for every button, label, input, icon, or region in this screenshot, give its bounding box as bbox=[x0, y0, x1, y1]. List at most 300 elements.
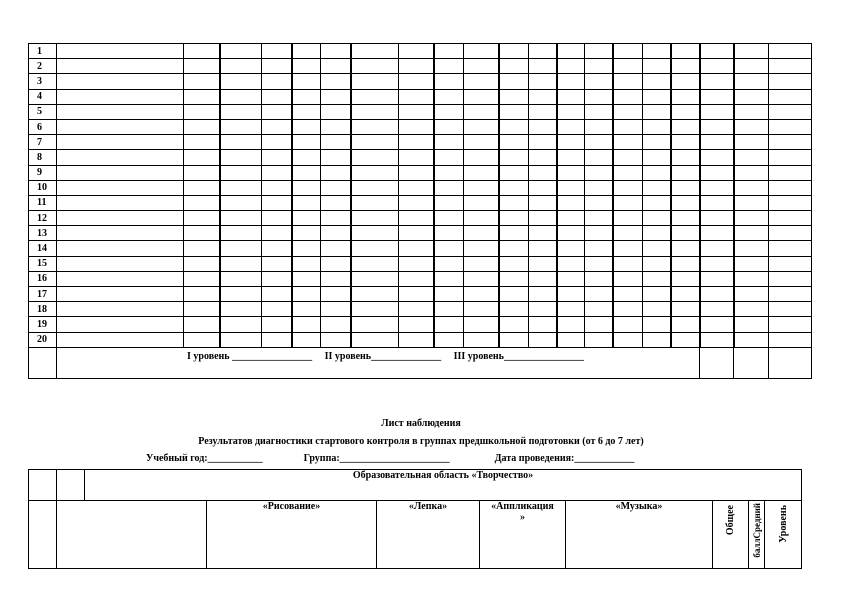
score-cell bbox=[464, 195, 499, 210]
score-cell bbox=[613, 287, 643, 302]
score-cell bbox=[769, 241, 812, 256]
score-cell bbox=[434, 44, 464, 59]
music-header: «Музыка» bbox=[566, 501, 713, 569]
score-cell bbox=[671, 302, 700, 317]
table-row bbox=[29, 119, 812, 134]
applique-label-line1: «Аппликация bbox=[491, 501, 554, 512]
score-cell bbox=[769, 226, 812, 241]
score-cell bbox=[643, 180, 671, 195]
blank-cell-b bbox=[57, 470, 85, 501]
score-cell bbox=[529, 104, 557, 119]
date-field: Дата проведения:____________ bbox=[494, 453, 635, 464]
score-cell bbox=[557, 165, 585, 180]
score-cell bbox=[700, 135, 734, 150]
score-cell bbox=[464, 165, 499, 180]
name-cell bbox=[57, 150, 184, 165]
score-cell bbox=[643, 89, 671, 104]
score-cell bbox=[321, 256, 351, 271]
score-cell bbox=[434, 211, 464, 226]
score-cell bbox=[292, 89, 321, 104]
score-cell bbox=[671, 332, 700, 347]
score-cell bbox=[399, 150, 434, 165]
score-cell bbox=[399, 59, 434, 74]
score-cell bbox=[220, 74, 262, 89]
score-cell bbox=[292, 74, 321, 89]
score-cell bbox=[262, 165, 292, 180]
score-cell bbox=[184, 44, 220, 59]
score-cell bbox=[585, 165, 613, 180]
score-cell bbox=[769, 150, 812, 165]
score-cell bbox=[700, 302, 734, 317]
score-cell bbox=[220, 241, 262, 256]
score-cell bbox=[700, 195, 734, 210]
score-cell bbox=[585, 332, 613, 347]
name-cell bbox=[57, 332, 184, 347]
score-cell bbox=[671, 241, 700, 256]
score-cell bbox=[351, 150, 399, 165]
score-cell bbox=[220, 44, 262, 59]
area-header: Образовательная область «Творчество» bbox=[85, 470, 802, 501]
score-cell bbox=[464, 44, 499, 59]
score-cell bbox=[529, 287, 557, 302]
score-cell bbox=[499, 195, 529, 210]
table-row bbox=[29, 165, 812, 180]
table-row bbox=[29, 135, 812, 150]
score-cell bbox=[499, 226, 529, 241]
score-cell bbox=[613, 271, 643, 286]
name-cell bbox=[57, 59, 184, 74]
name-cell bbox=[57, 104, 184, 119]
score-cell bbox=[671, 226, 700, 241]
score-cell bbox=[262, 44, 292, 59]
footer-num-cell bbox=[29, 347, 57, 378]
score-cell bbox=[220, 226, 262, 241]
score-cell bbox=[769, 74, 812, 89]
row-number: 11 bbox=[29, 195, 57, 210]
score-cell bbox=[184, 135, 220, 150]
score-cell bbox=[351, 287, 399, 302]
score-cell bbox=[464, 317, 499, 332]
score-cell bbox=[643, 317, 671, 332]
score-cell bbox=[769, 119, 812, 134]
num-col-header bbox=[29, 501, 57, 569]
score-cell bbox=[220, 150, 262, 165]
score-cell bbox=[643, 74, 671, 89]
row-number: 8 bbox=[29, 150, 57, 165]
name-cell bbox=[57, 89, 184, 104]
score-cell bbox=[671, 104, 700, 119]
score-cell bbox=[220, 165, 262, 180]
score-cell bbox=[434, 241, 464, 256]
levels-cell bbox=[57, 347, 700, 378]
score-cell bbox=[464, 241, 499, 256]
total-score-label: Общее bbox=[725, 505, 736, 536]
score-cell bbox=[529, 332, 557, 347]
score-cell bbox=[643, 302, 671, 317]
score-cell bbox=[184, 195, 220, 210]
score-cell bbox=[613, 74, 643, 89]
score-cell bbox=[499, 135, 529, 150]
score-cell bbox=[399, 104, 434, 119]
score-cell bbox=[585, 89, 613, 104]
score-cell bbox=[734, 226, 769, 241]
score-cell bbox=[399, 241, 434, 256]
score-cell bbox=[613, 256, 643, 271]
score-cell bbox=[262, 150, 292, 165]
score-cell bbox=[529, 44, 557, 59]
score-cell bbox=[700, 271, 734, 286]
score-cell bbox=[464, 302, 499, 317]
score-cell bbox=[769, 302, 812, 317]
score-cell bbox=[769, 317, 812, 332]
score-cell bbox=[585, 104, 613, 119]
score-cell bbox=[613, 59, 643, 74]
score-cell bbox=[292, 241, 321, 256]
score-cell bbox=[643, 241, 671, 256]
score-cell bbox=[557, 241, 585, 256]
score-cell bbox=[734, 256, 769, 271]
table-row bbox=[29, 195, 812, 210]
score-cell bbox=[671, 89, 700, 104]
score-cell bbox=[220, 135, 262, 150]
score-cell bbox=[351, 59, 399, 74]
name-cell bbox=[57, 241, 184, 256]
score-cell bbox=[399, 44, 434, 59]
score-cell bbox=[351, 271, 399, 286]
score-cell bbox=[613, 317, 643, 332]
results-title: Результатов диагностики стартового контроля в группах предшкольной подготовки (от 6 до 7 лет) bbox=[198, 436, 644, 447]
score-cell bbox=[220, 332, 262, 347]
score-cell bbox=[399, 180, 434, 195]
table-row bbox=[29, 226, 812, 241]
score-cell bbox=[292, 317, 321, 332]
score-cell bbox=[399, 165, 434, 180]
name-cell bbox=[57, 74, 184, 89]
table-row bbox=[29, 44, 812, 59]
score-cell bbox=[262, 226, 292, 241]
score-cell bbox=[769, 135, 812, 150]
score-cell bbox=[671, 135, 700, 150]
row-number: 12 bbox=[29, 211, 57, 226]
score-cell bbox=[529, 271, 557, 286]
meta-line bbox=[146, 453, 634, 464]
score-cell bbox=[321, 119, 351, 134]
score-cell bbox=[220, 195, 262, 210]
score-cell bbox=[529, 195, 557, 210]
score-cell bbox=[734, 150, 769, 165]
score-cell bbox=[351, 74, 399, 89]
score-cell bbox=[292, 180, 321, 195]
avg-score-header bbox=[749, 501, 765, 569]
score-cell bbox=[262, 59, 292, 74]
score-cell bbox=[700, 180, 734, 195]
score-cell bbox=[643, 59, 671, 74]
score-cell bbox=[321, 317, 351, 332]
score-cell bbox=[671, 256, 700, 271]
score-cell bbox=[557, 89, 585, 104]
score-cell bbox=[557, 74, 585, 89]
score-cell bbox=[671, 317, 700, 332]
score-cell bbox=[557, 226, 585, 241]
observation-grid-bottom bbox=[28, 469, 802, 569]
score-cell bbox=[643, 271, 671, 286]
score-cell bbox=[220, 104, 262, 119]
score-cell bbox=[613, 195, 643, 210]
score-cell bbox=[184, 89, 220, 104]
total-score-header bbox=[713, 501, 749, 569]
score-cell bbox=[700, 332, 734, 347]
score-cell bbox=[769, 180, 812, 195]
score-cell bbox=[292, 226, 321, 241]
score-cell bbox=[220, 119, 262, 134]
score-cell bbox=[434, 119, 464, 134]
score-cell bbox=[585, 226, 613, 241]
score-cell bbox=[499, 180, 529, 195]
score-cell bbox=[262, 271, 292, 286]
name-cell bbox=[57, 165, 184, 180]
score-cell bbox=[321, 271, 351, 286]
score-cell bbox=[734, 119, 769, 134]
score-cell bbox=[184, 104, 220, 119]
score-cell bbox=[292, 44, 321, 59]
score-cell bbox=[734, 180, 769, 195]
score-cell bbox=[769, 195, 812, 210]
score-cell bbox=[399, 89, 434, 104]
score-cell bbox=[262, 287, 292, 302]
score-cell bbox=[529, 150, 557, 165]
score-cell bbox=[499, 74, 529, 89]
drawing-header: «Рисование» bbox=[207, 501, 377, 569]
score-cell bbox=[700, 241, 734, 256]
name-cell bbox=[57, 317, 184, 332]
score-cell bbox=[734, 241, 769, 256]
score-cell bbox=[585, 317, 613, 332]
score-cell bbox=[671, 119, 700, 134]
score-cell bbox=[184, 180, 220, 195]
score-cell bbox=[585, 180, 613, 195]
score-cell bbox=[734, 104, 769, 119]
score-cell bbox=[292, 332, 321, 347]
score-cell bbox=[351, 180, 399, 195]
score-cell bbox=[321, 135, 351, 150]
score-cell bbox=[499, 256, 529, 271]
score-cell bbox=[351, 226, 399, 241]
score-cell bbox=[399, 74, 434, 89]
score-cell bbox=[613, 180, 643, 195]
score-cell bbox=[769, 256, 812, 271]
score-cell bbox=[292, 211, 321, 226]
score-cell bbox=[321, 44, 351, 59]
table-row bbox=[29, 59, 812, 74]
score-cell bbox=[464, 59, 499, 74]
score-cell bbox=[262, 74, 292, 89]
score-cell bbox=[499, 287, 529, 302]
score-cell bbox=[557, 119, 585, 134]
score-cell bbox=[769, 271, 812, 286]
row-number: 4 bbox=[29, 89, 57, 104]
score-cell bbox=[529, 256, 557, 271]
score-cell bbox=[184, 241, 220, 256]
score-cell bbox=[499, 271, 529, 286]
score-cell bbox=[700, 287, 734, 302]
score-cell bbox=[499, 44, 529, 59]
score-cell bbox=[434, 180, 464, 195]
score-cell bbox=[557, 59, 585, 74]
score-cell bbox=[769, 211, 812, 226]
score-cell bbox=[613, 135, 643, 150]
score-cell bbox=[292, 271, 321, 286]
score-cell bbox=[292, 165, 321, 180]
score-cell bbox=[529, 59, 557, 74]
score-cell bbox=[292, 195, 321, 210]
score-cell bbox=[321, 89, 351, 104]
score-cell bbox=[700, 165, 734, 180]
score-cell bbox=[585, 302, 613, 317]
score-cell bbox=[351, 135, 399, 150]
sheet-title: Лист наблюдения bbox=[381, 418, 461, 429]
score-cell bbox=[321, 332, 351, 347]
score-cell bbox=[613, 211, 643, 226]
score-cell bbox=[557, 180, 585, 195]
score-cell bbox=[292, 119, 321, 134]
name-cell bbox=[57, 226, 184, 241]
score-cell bbox=[557, 302, 585, 317]
score-cell bbox=[434, 256, 464, 271]
name-cell bbox=[57, 287, 184, 302]
score-cell bbox=[321, 287, 351, 302]
score-cell bbox=[769, 59, 812, 74]
score-cell bbox=[613, 165, 643, 180]
score-cell bbox=[184, 119, 220, 134]
row-number: 3 bbox=[29, 74, 57, 89]
score-cell bbox=[434, 135, 464, 150]
score-cell bbox=[292, 135, 321, 150]
footer-level-cell bbox=[769, 347, 812, 378]
row-number: 14 bbox=[29, 241, 57, 256]
score-cell bbox=[700, 256, 734, 271]
table-row bbox=[29, 271, 812, 286]
score-cell bbox=[529, 135, 557, 150]
score-cell bbox=[184, 271, 220, 286]
score-cell bbox=[184, 302, 220, 317]
table-row bbox=[29, 150, 812, 165]
score-cell bbox=[464, 211, 499, 226]
score-cell bbox=[499, 89, 529, 104]
score-cell bbox=[434, 302, 464, 317]
score-cell bbox=[643, 211, 671, 226]
name-cell bbox=[57, 271, 184, 286]
avg-score-label: баллСредний bbox=[751, 503, 762, 558]
score-cell bbox=[399, 119, 434, 134]
score-cell bbox=[671, 180, 700, 195]
score-cell bbox=[351, 89, 399, 104]
score-cell bbox=[734, 74, 769, 89]
score-cell bbox=[557, 44, 585, 59]
score-cell bbox=[585, 195, 613, 210]
score-cell bbox=[220, 256, 262, 271]
score-cell bbox=[220, 180, 262, 195]
score-cell bbox=[220, 317, 262, 332]
score-cell bbox=[262, 317, 292, 332]
row-number: 1 bbox=[29, 44, 57, 59]
table-row bbox=[29, 256, 812, 271]
score-cell bbox=[671, 44, 700, 59]
score-cell bbox=[220, 211, 262, 226]
score-cell bbox=[557, 211, 585, 226]
score-cell bbox=[399, 135, 434, 150]
score-cell bbox=[529, 302, 557, 317]
score-cell bbox=[220, 271, 262, 286]
score-cell bbox=[434, 271, 464, 286]
score-cell bbox=[351, 195, 399, 210]
score-cell bbox=[557, 104, 585, 119]
level-header bbox=[765, 501, 802, 569]
score-cell bbox=[262, 256, 292, 271]
score-cell bbox=[499, 241, 529, 256]
score-cell bbox=[262, 180, 292, 195]
score-cell bbox=[643, 195, 671, 210]
score-cell bbox=[643, 104, 671, 119]
score-cell bbox=[671, 211, 700, 226]
score-cell bbox=[292, 287, 321, 302]
score-cell bbox=[321, 104, 351, 119]
score-cell bbox=[351, 44, 399, 59]
score-cell bbox=[220, 59, 262, 74]
row-number: 17 bbox=[29, 287, 57, 302]
score-cell bbox=[399, 195, 434, 210]
name-cell bbox=[57, 302, 184, 317]
score-cell bbox=[399, 256, 434, 271]
score-cell bbox=[529, 89, 557, 104]
score-cell bbox=[700, 226, 734, 241]
score-cell bbox=[262, 104, 292, 119]
row-number: 18 bbox=[29, 302, 57, 317]
score-cell bbox=[700, 59, 734, 74]
score-cell bbox=[585, 59, 613, 74]
score-cell bbox=[464, 104, 499, 119]
score-cell bbox=[464, 256, 499, 271]
score-cell bbox=[529, 165, 557, 180]
score-cell bbox=[700, 89, 734, 104]
score-cell bbox=[321, 211, 351, 226]
score-cell bbox=[529, 241, 557, 256]
table-row bbox=[29, 287, 812, 302]
score-cell bbox=[351, 256, 399, 271]
score-cell bbox=[262, 135, 292, 150]
score-cell bbox=[399, 332, 434, 347]
name-cell bbox=[57, 119, 184, 134]
score-cell bbox=[671, 165, 700, 180]
score-cell bbox=[769, 44, 812, 59]
footer-total-cell bbox=[700, 347, 734, 378]
score-cell bbox=[769, 287, 812, 302]
table-row bbox=[29, 89, 812, 104]
score-cell bbox=[321, 195, 351, 210]
applique-label-line2: » bbox=[520, 512, 525, 523]
score-cell bbox=[499, 211, 529, 226]
score-cell bbox=[734, 59, 769, 74]
table-row bbox=[29, 180, 812, 195]
score-cell bbox=[585, 119, 613, 134]
score-cell bbox=[643, 226, 671, 241]
score-cell bbox=[643, 119, 671, 134]
score-cell bbox=[184, 59, 220, 74]
row-number: 16 bbox=[29, 271, 57, 286]
score-cell bbox=[613, 89, 643, 104]
score-cell bbox=[613, 332, 643, 347]
score-cell bbox=[643, 165, 671, 180]
score-cell bbox=[351, 104, 399, 119]
